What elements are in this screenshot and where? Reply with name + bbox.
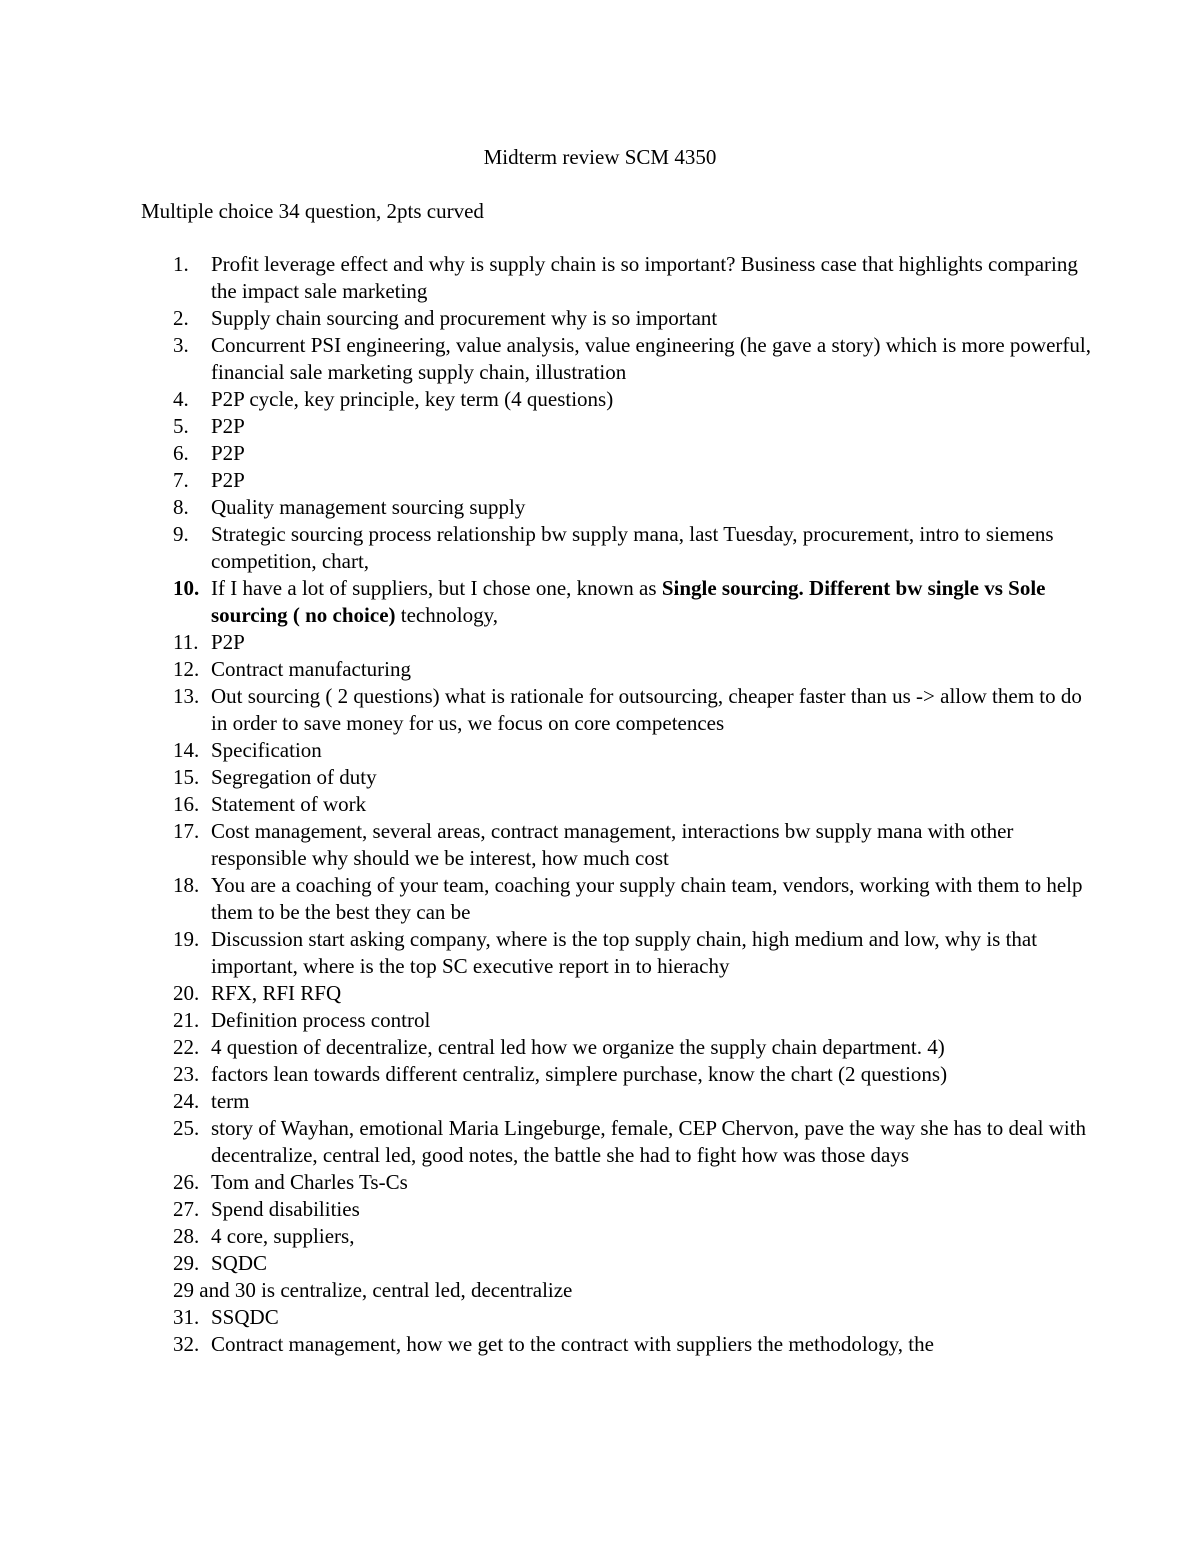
list-item-number: 9.: [173, 522, 189, 546]
list-item-number: 13.: [173, 684, 200, 708]
list-item-number: 26.: [173, 1170, 200, 1194]
list-item-number: 8.: [173, 495, 189, 519]
list-item: [141, 656, 1101, 683]
list-item: [141, 467, 1101, 494]
list-item-text: Profit leverage effect and why is supply chain is so important? Business case that highlights comparing the impact sale marketing: [211, 252, 1078, 303]
list-item-text: Out sourcing ( 2 questions) what is rationale for outsourcing, cheaper faster than us -> allow them to do in order to save money for us, we focus on core competences: [211, 684, 1082, 735]
list-item-text: You are a coaching of your team, coaching your supply chain team, vendors, working with them to help them to be the best they can be: [211, 873, 1083, 924]
list-item-text: Segregation of duty: [211, 765, 377, 789]
list-item: [141, 494, 1101, 521]
list-item-number: 27.: [173, 1197, 200, 1221]
list-item-number: 5.: [173, 414, 189, 438]
list-item: [141, 980, 1101, 1007]
list-item-text: Cost management, several areas, contract management, interactions bw supply mana with other responsible why should we be interest, how much cost: [211, 819, 1014, 870]
list-item: [141, 872, 1101, 926]
list-item-number: 17.: [173, 819, 200, 843]
list-item: [141, 1061, 1101, 1088]
list-item-text: 4 core, suppliers,: [211, 1224, 355, 1248]
list-item-bold-text: Single sourcing. Different bw single vs Sole sourcing ( no choice): [211, 576, 1046, 627]
list-item: [141, 1169, 1101, 1196]
list-item-number: 6.: [173, 441, 189, 465]
list-item: [141, 1196, 1101, 1223]
list-item-text: 4 question of decentralize, central led how we organize the supply chain department. 4): [211, 1035, 945, 1059]
list-item-text: Discussion start asking company, where is the top supply chain, high medium and low, why is that important, where is the top SC executive report in to hierachy: [211, 927, 1038, 978]
list-item: [141, 1304, 1101, 1331]
list-item-number: 22.: [173, 1035, 200, 1059]
list-item-number: 31.: [173, 1305, 200, 1329]
list-item-text: SQDC: [211, 1251, 268, 1275]
list-item: [141, 683, 1101, 737]
list-item: [141, 1007, 1101, 1034]
list-item-text: Strategic sourcing process relationship bw supply mana, last Tuesday, procurement, intro to siemens competition, chart,: [211, 522, 1054, 573]
list-item: [141, 413, 1101, 440]
list-item: [141, 764, 1101, 791]
list-item-text: SSQDC: [211, 1305, 279, 1329]
list-item-number: 3.: [173, 333, 189, 357]
list-item-text: Tom and Charles Ts-Cs: [211, 1170, 408, 1194]
list-item-text: Concurrent PSI engineering, value analysis, value engineering (he gave a story) which is more powerful, financial sale marketing supply chain, illustration: [211, 333, 1091, 384]
list-item: [141, 440, 1101, 467]
list-item: [141, 629, 1101, 656]
list-item: [141, 818, 1101, 872]
list-item: [141, 1223, 1101, 1250]
page-title: Midterm review SCM 4350: [483, 145, 717, 169]
list-item: [141, 1088, 1101, 1115]
list-item-number: 18.: [173, 873, 200, 897]
list-item-plain: [141, 1277, 1101, 1304]
list-item: [141, 305, 1101, 332]
list-item: [141, 791, 1101, 818]
list-item-text: Supply chain sourcing and procurement why is so important: [211, 306, 718, 330]
list-item: [141, 521, 1101, 575]
list-item: [141, 926, 1101, 980]
list-item-text: story of Wayhan, emotional Maria Lingeburge, female, CEP Chervon, pave the way she has to deal with decentralize, central led, good notes, the battle she had to fight how was those days: [211, 1116, 1087, 1167]
list-item-number: 28.: [173, 1224, 200, 1248]
list-item-number: 2.: [173, 306, 189, 330]
list-item-number: 1.: [173, 252, 189, 276]
list-item-text: P2P: [211, 468, 245, 492]
list-item-number: 24.: [173, 1089, 200, 1113]
list-item-text: Spend disabilities: [211, 1197, 360, 1221]
list-item-number: 23.: [173, 1062, 200, 1086]
page-subtitle: Multiple choice 34 question, 2pts curved: [141, 199, 484, 223]
list-item: [141, 575, 1101, 629]
list-item-number: 10.: [173, 576, 200, 600]
list-item-number: 32.: [173, 1332, 200, 1356]
list-item-number: 12.: [173, 657, 200, 681]
list-item-text: P2P cycle, key principle, key term (4 questions): [211, 387, 614, 411]
list-item-text: Definition process control: [211, 1008, 431, 1032]
list-item-number: 20.: [173, 981, 200, 1005]
list-item-text: factors lean towards different centraliz, simplere purchase, know the chart (2 questions): [211, 1062, 948, 1086]
list-item: [141, 1331, 1101, 1358]
list-item-number: 16.: [173, 792, 200, 816]
list-item: [141, 251, 1101, 305]
list-item-text: Quality management sourcing supply: [211, 495, 526, 519]
list-item-text: term: [211, 1089, 250, 1113]
list-item-text: 29 and 30 is centralize, central led, decentralize: [173, 1278, 573, 1302]
list-item-number: 4.: [173, 387, 189, 411]
list-item-text: Contract manufacturing: [211, 657, 412, 681]
list-item-number: 11.: [173, 630, 199, 654]
list-item-text: P2P: [211, 441, 245, 465]
list-item-number: 19.: [173, 927, 200, 951]
list-item-text: P2P: [211, 630, 245, 654]
list-item-text: Contract management, how we get to the contract with suppliers the methodology, the: [211, 1332, 934, 1356]
list-item-text: Statement of work: [211, 792, 367, 816]
list-item-text: Specification: [211, 738, 322, 762]
list-item-text: RFX, RFI RFQ: [211, 981, 342, 1005]
list-item: [141, 737, 1101, 764]
list-item-text: technology,: [395, 603, 498, 627]
list-item: [141, 386, 1101, 413]
list-item: [141, 332, 1101, 386]
list-item-number: 25.: [173, 1116, 200, 1140]
list-item-number: 14.: [173, 738, 200, 762]
list-item-text: P2P: [211, 414, 245, 438]
list-item: [141, 1250, 1101, 1277]
list-item-number: 29.: [173, 1251, 200, 1275]
list-item-number: 15.: [173, 765, 200, 789]
list-item: [141, 1115, 1101, 1169]
list-item-number: 7.: [173, 468, 189, 492]
list-item-number: 21.: [173, 1008, 200, 1032]
list-item-text: If I have a lot of suppliers, but I chose one, known as: [211, 576, 662, 600]
list-item: [141, 1034, 1101, 1061]
review-list: [141, 251, 1101, 1358]
